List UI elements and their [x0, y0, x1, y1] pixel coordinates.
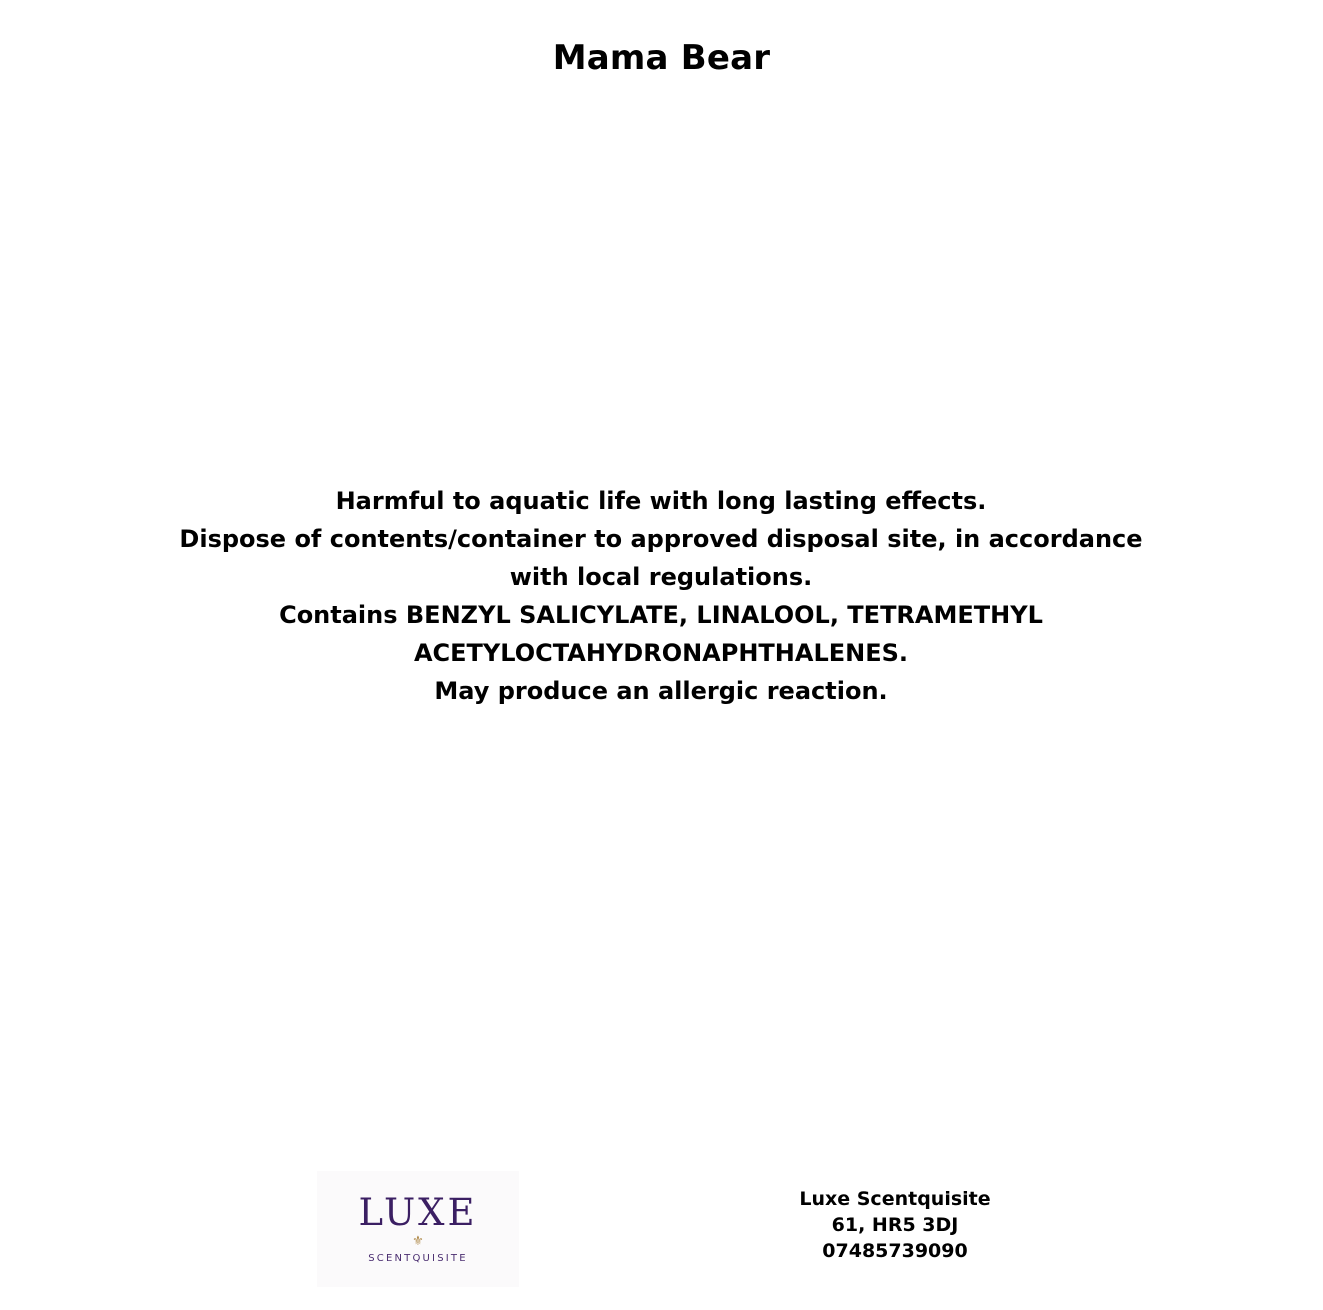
company-details	[690, 1186, 1100, 1264]
hazard-statement-4: May produce an allergic reaction.	[434, 677, 888, 705]
hazard-statement-1: Harmful to aquatic life with long lasting effects.	[335, 487, 987, 515]
logo-subtitle: SCENTQUISITE	[368, 1253, 468, 1264]
crown-icon: ⚜	[412, 1234, 424, 1249]
company-name: Luxe Scentquisite	[799, 1188, 991, 1210]
hazard-statement-block	[161, 482, 1161, 710]
hazard-statement-2: Dispose of contents/container to approved disposal site, in accordance with local regulations.	[179, 525, 1143, 591]
page-title: Mama Bear	[552, 38, 771, 78]
brand-logo	[317, 1171, 519, 1287]
company-address: 61, HR5 3DJ	[831, 1214, 959, 1236]
company-phone: 07485739090	[822, 1240, 968, 1262]
logo-wordmark: LUXE	[358, 1191, 478, 1234]
hazard-statement-3: Contains BENZYL SALICYLATE, LINALOOL, TETRAMETHYL ACETYLOCTAHYDRONAPHTHALENES.	[279, 601, 1043, 667]
